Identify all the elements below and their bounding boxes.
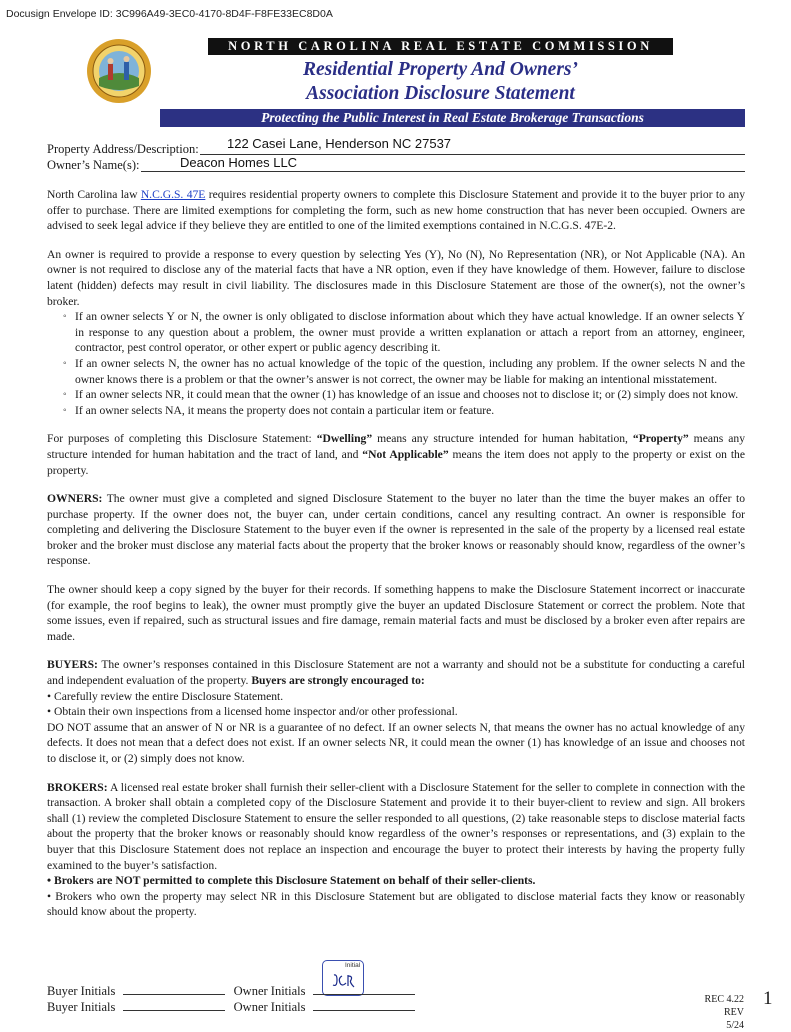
paragraph-owners: OWNERS: The owner must give a completed and signed Disclosure Statement to the buyer no later than the time the buyer makes an offer to purchase property. If the owner does not, the buyer can, under certain conditions, cancel any resulting contract. An owner is responsible for completing and delivering the Disclosure Statement to the buyer even if the owner is represented in the sale of the property by a licensed real estate broker and the broker must disclose any material facts about the property that the broker knows or reasonably should know, regardless of the owner’s response. xyxy=(47,492,745,568)
list-item: ◦ If an owner selects Y or N, the owner is only obligated to disclose information about which they have actual knowledge. If an owner selects Y in response to any question about a problem, the owner must provide a written explanation or attach a report from an attorney, engineer, contractor, pest control operator, or other expert or public agency describing it. xyxy=(75,309,745,356)
initials-footer xyxy=(47,983,415,1015)
paragraph-buyers: BUYERS: The owner’s responses contained in this Disclosure Statement are not a warranty and should not be a substitute for conducting a careful and independent evaluation of the property. Buyers are strongly encouraged to: • Carefully review the entire Disclosure Statement. • Obtain their own inspections from a licensed home inspector and/or other professional. DO NOT assume that an answer of N or NR is a guarantee of no defect. If an owner selects N, that means the owner has no actual knowledge of any defects. It does not mean that a defect does not exist. If an owner selects NR, it could mean the owner (1) has knowledge of an issue and chooses not to disclose it, or (2) simply does not know. xyxy=(47,658,745,765)
owner-initials-label: Owner Initials xyxy=(233,1000,306,1014)
title-line-2: Association Disclosure Statement xyxy=(306,83,575,104)
buyer-initials-label: Buyer Initials xyxy=(47,984,116,998)
address-label: Property Address/Description: xyxy=(47,142,199,156)
owner-initials-field-1[interactable] xyxy=(313,983,415,995)
page-number: 1 xyxy=(763,988,773,1009)
buyer-initials-label: Buyer Initials xyxy=(47,1000,116,1014)
paragraph-owner-copy: The owner should keep a copy signed by the buyer for their records. If something happens to make the Disclosure Statement incorrect or inaccurate (for example, the roof begins to leak), the owner must promptly give the buyer an updated Disclosure Statement or correct the problem. Note that some issues, even if repaired, such as structural issues and fire damage, remain material facts and must be disclosed by a broker even after repairs are made. xyxy=(47,583,745,643)
owner-selection-list xyxy=(47,309,745,418)
buyer-initials-field-2[interactable] xyxy=(123,999,225,1011)
list-item: ◦ If an owner selects N, the owner has no actual knowledge of the topic of the question, including any problem. If the owner selects N and the owner knows there is a problem or that the owner’s answer is not correct, the owner may be liable for making an intentional misstatement. xyxy=(75,356,745,387)
owner-initials-field-2[interactable] xyxy=(313,999,415,1011)
brokers-bullet-1: • Brokers are NOT permitted to complete this Disclosure Statement on behalf of their seller-clients. xyxy=(47,874,536,888)
brokers-bullet-2: • Brokers who own the property may select NR in this Disclosure Statement but are obligated to disclose material facts they know or reasonably should know about the property. xyxy=(47,889,745,919)
revision-info xyxy=(704,993,744,1032)
ncgs-47e-link[interactable]: N.C.G.S. 47E xyxy=(140,188,206,201)
disclosure-body xyxy=(47,187,745,920)
initials-row-1 xyxy=(47,983,415,999)
paragraph-requirements: An owner is required to provide a response to every question by selecting Yes (Y), No (N), No Representation (NR), or Not Applicable (NA). An owner is not required to disclose any of the material facts that have a NR option, even if they have knowledge of them. However, failure to disclose latent (hidden) defects may result in civil liability. The disclosures made in this Disclosure Statement are those of the owner(s), not the owner’s broker. xyxy=(47,247,745,308)
list-item: ◦ If an owner selects NR, it could mean that the owner (1) has knowledge of an issue and chooses not to disclose it; or (2) simply does not know. xyxy=(75,387,745,403)
revision-rec: REC 4.22 xyxy=(704,994,744,1005)
commission-banner: NORTH CAROLINA REAL ESTATE COMMISSION xyxy=(208,38,673,55)
paragraph-definitions: For purposes of completing this Disclosure Statement: “Dwelling” means any structure intended for human habitation, “Property” means any structure intended for human habitation and the tract of land, and “Not Applicable” means the item does not apply to the property or exist on the property. xyxy=(47,432,745,477)
buyer-initials-field-1[interactable] xyxy=(123,983,225,995)
page-title xyxy=(208,58,673,106)
subtitle-banner: Protecting the Public Interest in Real Estate Brokerage Transactions xyxy=(160,109,745,127)
nc-state-seal-icon xyxy=(86,38,152,104)
address-value: 122 Casei Lane, Henderson NC 27537 xyxy=(227,136,452,151)
paragraph-law: North Carolina law N.C.G.S. 47E requires residential property owners to complete this Disclosure Statement and provide it to the buyer prior to any offer to purchase. There are limited exemptions for completing the form, such as new home construction that has never been occupied. Owners are advised to seek legal advice if they believe they are entitled to one of the limited exemptions contained in N.C.G.S. 47E-2. xyxy=(47,188,745,233)
revision-rev: REV 5/24 xyxy=(724,1007,744,1031)
paragraph-brokers: BROKERS: A licensed real estate broker shall furnish their seller-client with a Disclosure Statement for the seller to complete in connection with the transaction. A broker shall obtain a completed copy of the Disclosure Statement and provide it to their buyer-client to review and sign. All brokers shall (1) review the completed Disclosure Statement to ensure the seller responded to all questions, (2) take reasonable steps to disclose material facts about the property that the broker knows or reasonably should know regardless of the owner’s responses or representations, and (3) explain to the buyer that this Disclosure Statement does not replace an inspection and encourage the buyer to protect their interests by having the property fully examined to the buyer’s satisfaction. xyxy=(47,780,745,872)
initial-tag: Initial xyxy=(345,962,361,969)
initials-row-2 xyxy=(47,999,415,1015)
owner-label: Owner’s Name(s): xyxy=(47,158,140,172)
owner-value: Deacon Homes LLC xyxy=(180,155,298,170)
list-item: ◦ If an owner selects NA, it means the property does not contain a particular item or feature. xyxy=(75,403,745,419)
title-line-1: Residential Property And Owners’ xyxy=(303,59,578,80)
owner-initials-label: Owner Initials xyxy=(233,984,306,998)
envelope-id: Docusign Envelope ID: 3C996A49-3EC0-4170-8D4F-F8FE33EC8D0A xyxy=(6,8,333,20)
